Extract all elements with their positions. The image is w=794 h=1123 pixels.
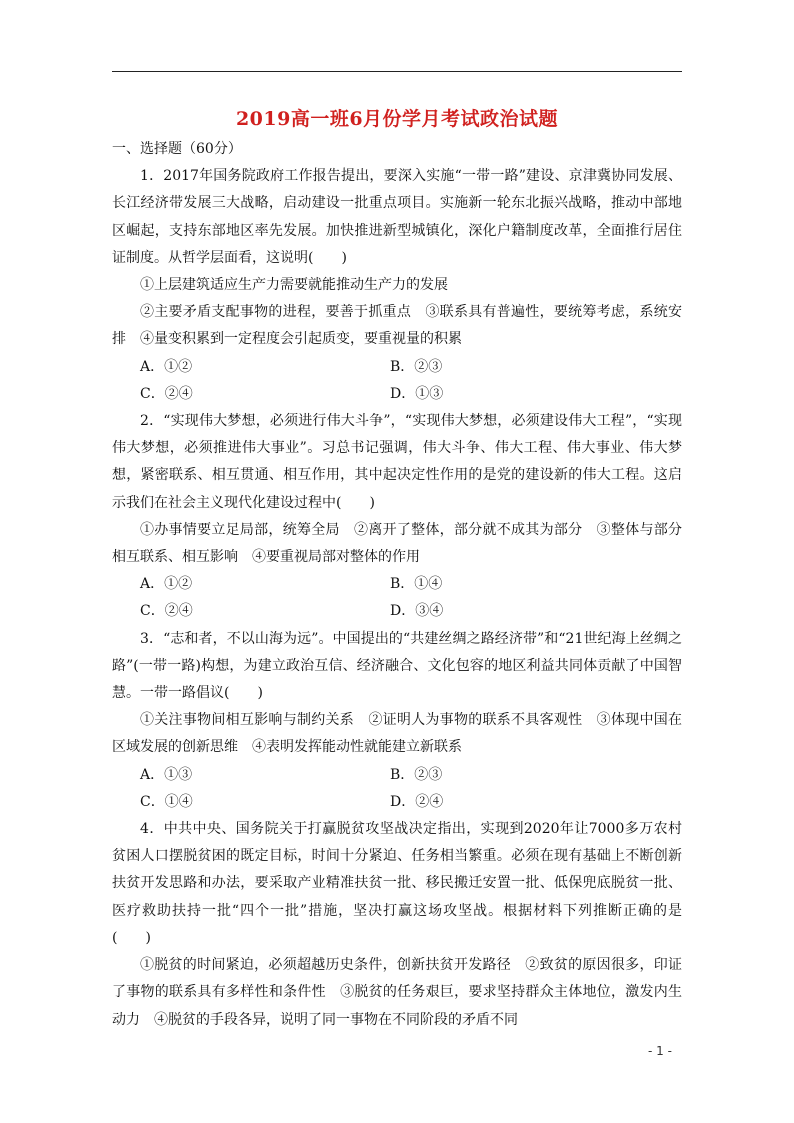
question-4	[112, 816, 682, 1034]
choice-d[interactable]: D．②④	[390, 793, 444, 810]
page-title: 2019高一班6月份学月考试政治试题	[235, 108, 559, 130]
choice-b[interactable]: B．②③	[390, 358, 443, 375]
statement-options: ②主要矛盾支配事物的进程，要善于抓重点 ③联系具有普遍性，要统筹考虑，系统安排 ④量变积累到一定程度会引起质变，要重视量的积累	[112, 304, 682, 348]
choice-c[interactable]: C．①④	[140, 793, 193, 810]
choice-a[interactable]: A．①②	[140, 358, 193, 375]
question-stem: 2．“实现伟大梦想，必须进行伟大斗争”，“实现伟大梦想，必须建设伟大工程”，“实现伟大梦想，必须推进伟大事业”。习总书记强调，伟大斗争、伟大工程、伟大事业、伟大梦想，紧密联系、相互贯通、相互作用，其中起决定性作用的是党的建设新的伟大工程。这启示我们在社会主义现代化建设过程中( )	[112, 413, 682, 511]
choice-b[interactable]: B．①④	[390, 576, 443, 593]
answer-choices-row	[112, 598, 682, 625]
choice-a[interactable]: A．①③	[140, 766, 193, 783]
answer-choices-row	[112, 762, 682, 789]
statement-options: ①关注事物间相互影响与制约关系 ②证明人为事物的联系不具客观性 ③体现中国在区域发展的创新思维 ④表明发挥能动性就能建立新联系	[112, 712, 682, 756]
choice-c[interactable]: C．②④	[140, 603, 193, 620]
question-stem: 4．中共中央、国务院关于打赢脱贫攻坚战决定指出，实现到2020年让7000多万农村贫困人口摆脱贫困的既定目标，时间十分紧迫、任务相当繁重。必须在现有基础上不断创新扶贫开发思路和办法，要采取产业精准扶贫一批、移民搬迁安置一批、低保兜底脱贫一批、医疗救助扶持一批“四个一批”措施，坚决打赢这场攻坚战。根据材料下列推断正确的是( )	[112, 821, 682, 946]
exam-content	[112, 136, 682, 1034]
choice-b[interactable]: B．②③	[390, 766, 443, 783]
choice-d[interactable]: D．①③	[390, 385, 444, 402]
question-3	[112, 626, 682, 816]
answer-choices-row	[112, 381, 682, 408]
statement-options: ①上层建筑适应生产力需要就能推动生产力的发展	[140, 277, 448, 294]
question-stem: 1．2017年国务院政府工作报告提出，要深入实施“一带一路”建设、京津冀协同发展、长江经济带发展三大战略，启动建设一批重点项目。实施新一轮东北振兴战略，推动中部地区崛起，支持东部地区率先发展。加快推进新型城镇化，深化户籍制度改革，全面推行居住证制度。从哲学层面看，这说明( )	[112, 168, 682, 266]
question-1	[112, 163, 682, 408]
question-2	[112, 408, 682, 626]
choice-a[interactable]: A．①②	[140, 576, 193, 593]
statement-options: ①办事情要立足局部，统筹全局 ②离开了整体，部分就不成其为部分 ③整体与部分相互联系、相互影响 ④要重视局部对整体的作用	[112, 521, 682, 566]
page-number: - 1 -	[648, 1044, 672, 1058]
question-stem: 3．“志和者，不以山海为远”。中国提出的“共建丝绸之路经济带”和“21世纪海上丝绸之路”(一带一路)构想，为建立政治互信、经济融合、文化包容的地区利益共同体贡献了中国智慧。一带一路倡议( )	[112, 630, 682, 702]
section-heading: 一、选择题（60分）	[112, 141, 242, 157]
statement-options: ①脱贫的时间紧迫，必须超越历史条件，创新扶贫开发路径 ②致贫的原因很多，印证了事物的联系具有多样性和条件性 ③脱贫的任务艰巨，要求坚持群众主体地位，激发内生动力 ④脱贫的手段各异，说明了同一事物在不同阶段的矛盾不同	[112, 957, 682, 1028]
header-rule	[112, 71, 682, 72]
choice-d[interactable]: D．③④	[390, 603, 444, 620]
answer-choices-row	[112, 571, 682, 598]
answer-choices-row	[112, 789, 682, 816]
answer-choices-row	[112, 354, 682, 381]
choice-c[interactable]: C．②④	[140, 385, 193, 402]
